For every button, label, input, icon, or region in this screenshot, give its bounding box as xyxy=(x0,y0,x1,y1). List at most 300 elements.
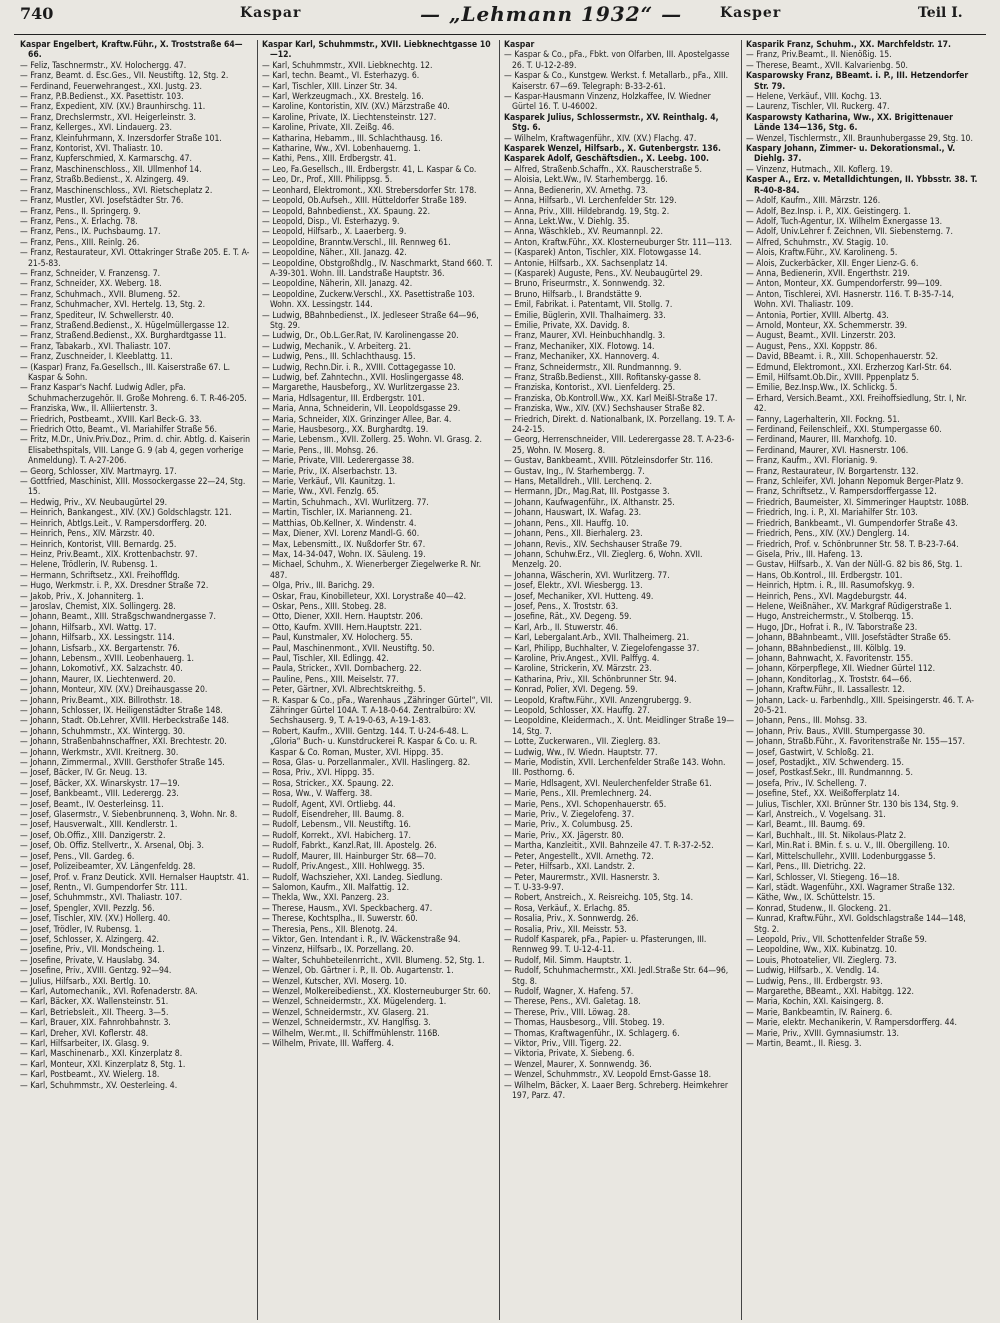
directory-entry: — Karl, Hilfsarbeiter, IX. Glasg. 9. xyxy=(20,1039,150,1049)
directory-entry: — Julius, Hilfsarb., XXI. Bertlg. 10. xyxy=(20,976,151,987)
directory-entry: — Josefine, Stef., XX. Weißofferplatz 14. xyxy=(746,789,900,800)
directory-entry: — Leopoldine, Ww., XIX. Kubinatzg. 10. xyxy=(746,945,898,956)
directory-entry: — Gottfried, Maschinist, XIII. Mossockergasse 22—24, Stg. 15. xyxy=(20,477,246,498)
directory-entry: — Franz, Schriftsetz., V. Rampersdorffergasse 12. xyxy=(746,487,937,498)
directory-entry: — Wilhelm, Private, III. Wafferg. 4. xyxy=(262,1039,394,1049)
directory-entry: — Martin, Beamt., II. Riesg. 3. xyxy=(746,1039,862,1049)
directory-entry: — Rosa, Ww., V. Wafferg. 38. xyxy=(262,789,373,800)
directory-entry: — Josefine, Priv., VII. Mondscheing. 1. xyxy=(20,945,165,956)
directory-entry: — Josef, Tischler, XIV. (XV.) Hollerg. 40. xyxy=(20,914,171,925)
directory-entry: — Therese, Kochtsplha., II. Suwerstr. 60. xyxy=(262,914,418,925)
directory-entry: — Karl, Tischler, XIII. Linzer Str. 34. xyxy=(262,81,398,92)
directory-entry: — Friedrich, Direkt. d. Nationalbank, IX. Porzellang. 19. T. A-24-2-15. xyxy=(504,414,736,436)
directory-entry: — Karl, Mittelschullehr., XVIII. Lodenburggasse 5. xyxy=(746,851,936,862)
directory-entry: — Wenzel, Molkereibedienst., XX. Klosterneuburger Str. 60. xyxy=(262,986,491,997)
directory-entry: — Josef, Bäcker, XX. Winarskystr. 17—19. xyxy=(20,778,180,789)
directory-entry: — Ludwig, Mechanik., V. Arbeiterg. 21. xyxy=(262,341,411,352)
directory-entry: — Maria, Hdlsagentur, III. Erdbergstr. 101. xyxy=(262,393,425,404)
directory-entry: — Franziska, Kontorist., XVI. Lienfelderg. 25. xyxy=(504,383,676,394)
directory-entry: — Käthe, Ww., IX. Schüttelstr. 15. xyxy=(746,893,876,904)
directory-entry: — Josef, Elektr., XVI. Wiesbergg. 13. xyxy=(504,581,643,592)
directory-entry: — Josef, Bäcker, IV. Gr. Neug. 13. xyxy=(20,768,148,779)
directory-entry: — Anna, Bedienerin, XV. Arnethg. 73. xyxy=(504,185,648,196)
directory-entry: — Emil, Hilfsamt.Ob.Dir., XVIII. Pppenplatz 5. xyxy=(746,373,919,383)
directory-entry: — Peter, Gärtner, XVI. Albrechtskreithg. 5. xyxy=(262,685,426,696)
directory-entry: — Margarethe, BBeamt., XXI. Habitgg. 122. xyxy=(746,986,915,997)
directory-entry: — Leopold, Hilfsarb., X. Laaerberg. 9. xyxy=(262,227,407,238)
directory-entry: — Heinrich, Kontorist, VIII. Bernardg. 25. xyxy=(20,539,177,550)
directory-entry: — Johann, Lack- u. Farbenhdlg., XIII. Speisingerstr. 46. T. A-20-5-21. xyxy=(746,695,975,716)
directory-entry: — Leopold, Kraftw.Führ., XVII. Anzengrubergg. 9. xyxy=(504,695,692,706)
directory-entry: — Johann, Lokomotivf., XX. Salzachstr. 40. xyxy=(20,664,183,675)
directory-entry: — Paul, Maschinenmont., XVII. Neustiftg. 50. xyxy=(262,643,435,654)
directory-entry: — Ludwig, Pens., III. Erdbergstr. 93. xyxy=(746,976,883,987)
directory-entry: — Rudolf, Korrekt., XVI. Habicherg. 17. xyxy=(262,830,411,841)
directory-entry: — Rosa, Glas- u. Porzellanmaler., XVII. Haslingerg. 82. xyxy=(262,758,471,769)
directory-entry: — Johann, Lisfsarb., XX. Bergartenstr. 76. xyxy=(20,643,180,654)
directory-entry: — Franz, Schleifer, XVI. Johann Nepomuk Berger-Platz 9. xyxy=(746,477,964,488)
directory-entry: — Franz, Mechaniker, XIX. Flotowg. 14. xyxy=(504,341,655,352)
directory-entry: — Johann, Schuhmmstr., XX. Wintergg. 30. xyxy=(20,726,186,737)
directory-entry: — Leo, Fa.Gesellsch., III. Erdbergstr. 41, L. Kaspar & Co. xyxy=(262,164,477,175)
directory-entry: — Anna, Hilfsarb., VI. Lerchenfelder Str. 129. xyxy=(504,196,677,207)
directory-entry: — Marie, Priv., IX. Alserbachstr. 13. xyxy=(262,466,398,477)
directory-entry: — Franz, Spediteur, IV. Schwellerstr. 40. xyxy=(20,310,174,321)
directory-entry: Kasparek Adolf, Geschäftsdien., X. Leebg. 100. xyxy=(504,154,709,165)
directory-entry: — Josef, Schlosser, X. Alzingerg. 42. xyxy=(20,934,160,945)
directory-entry: — Franz, Drechslermstr., XVI. Heigerleinstr. 3. xyxy=(20,112,196,123)
directory-entry: — Marie, Private, VIII. Lederergasse 38. xyxy=(262,456,415,467)
directory-entry: — Johann, Straßenbahnschaffner, XXI. Brechtestr. 20. xyxy=(20,737,227,748)
directory-entry: — Theresia, Pens., XII. Blenotg. 24. xyxy=(262,924,398,935)
directory-entry: — Franz, Kaufm., XVI. Florianig. 9. xyxy=(746,456,878,467)
directory-entry: — Franziska, Ww., XIV. (XV.) Sechshauser Straße 82. xyxy=(504,404,705,415)
directory-entry: Kaspar Engelbert, Kraftw.Führ., X. Troststraße 64—66. xyxy=(20,40,243,61)
directory-entry: — Thomas, Kraftwagenführ., IX. Schlagerg. 6. xyxy=(504,1028,680,1039)
directory-entry: — Franz, Kellerges., XVI. Lindauerg. 23. xyxy=(20,123,172,134)
directory-entry: — Jaroslav, Chemist, XIX. Sollingerg. 28. xyxy=(20,601,176,612)
directory-entry: — Franz, Schneider, V. Franzensg. 7. xyxy=(20,268,161,279)
directory-entry: — Johann, Stadt. Ob.Lehrer, XVIII. Herbeckstraße 148. xyxy=(20,716,229,727)
directory-entry: — Karl, Lebergalant.Arb., XVII. Thalheimerg. 21. xyxy=(504,633,690,644)
directory-entry: — Karl, techn. Beamt., VI. Esterhazyg. 6. xyxy=(262,71,420,82)
directory-entry: — Ferdinand, Maurer, XVI. Hasnerstr. 106. xyxy=(746,445,909,456)
directory-entry: — Marie, Priv., V. Ziegelofeng. 37. xyxy=(504,810,635,821)
directory-entry: — Viktor, Gen. Intendant i. R., IV. Wäckenstraße 94. xyxy=(262,934,461,945)
directory-entry: — Marie, Verkäuf., VII. Kaunitzg. 1. xyxy=(262,477,396,488)
directory-entry: — Adolf, Tuch-Agentur, IX. Wilhelm Exnergasse 13. xyxy=(746,216,943,227)
directory-entry: — Ludwig, Rechn.Dir. i. R., XVIII. Cottagegasse 10. xyxy=(262,362,456,373)
directory-entry: — Josef, Prof. v. Franz Deutick. XVII. Hernalser Hauptstr. 41. xyxy=(20,872,250,883)
directory-entry: — Josef, Spengler, XVII. Pezzlg. 56. xyxy=(20,903,155,914)
directory-entry: — Johann, Pens., XII. Bierhalerg. 23. xyxy=(504,529,643,540)
directory-entry: — Karl, Min.Rat i. BMin. f. s. u. V., III. Obergilleng. 10. xyxy=(746,841,950,852)
directory-entry: — Rudolf, Schuhmachermstr., XXI. Jedl.Straße Str. 64—96, Stg. 8. xyxy=(504,966,729,987)
directory-entry: — Karl, Monteur, XXI. Kinzerplatz 8, Stg. 1. xyxy=(20,1059,186,1070)
directory-entry: — Heinrich, Pens., XIV. Märzstr. 40. xyxy=(20,529,155,540)
directory-entry: — Marie, Modistin, XVII. Lerchenfelder Straße 143. Wohn. III. Posthorng. 6. xyxy=(504,758,726,779)
header-rule xyxy=(14,34,986,35)
directory-entry: — Karl, Brauer, XIX. Fahnrohbahnstr. 3. xyxy=(20,1018,171,1029)
directory-entry: — Karl, Anstreich., V. Vogelsang. 31. xyxy=(746,810,886,821)
directory-entry: — Edmund, Elektromont., XXI. Erzherzog Karl-Str. 64. xyxy=(746,362,952,373)
directory-entry: — Franz, Pens., II. Springerg. 9. xyxy=(20,206,141,217)
directory-entry: — Leopold, Ob.Aufseh., XIII. Hütteldorfer Straße 189. xyxy=(262,196,467,207)
directory-entry: — Leopoldine, Branntw.Verschl., III. Rennweg 61. xyxy=(262,237,451,248)
directory-entry: — Otto, Diener, XXII. Hern. Hauptstr. 206. xyxy=(262,612,424,623)
directory-entry: — Alfred, Schuhmstr., XV. Stagig. 10. xyxy=(746,237,889,248)
directory-entry: — Karl, städt. Wagenführ., XXI. Wagramer Straße 132. xyxy=(746,882,955,893)
directory-entry: — Laurenz, Tischler, VII. Ruckerg. 47. xyxy=(746,102,890,113)
directory-entry: — Karoline, Private, XII. Zeißg. 46. xyxy=(262,123,395,134)
directory-entry: — Franz, Zuschneider, I. Kleeblattg. 11. xyxy=(20,352,173,363)
directory-entry: — Marie, elektr. Mechanikerin, V. Rampersdorfferg. 44. xyxy=(746,1018,957,1029)
directory-entry: — Adolf, Univ.Lehrer f. Zeichnen, VII. Siebensterng. 7. xyxy=(746,227,953,238)
directory-entry: — Leo, Dr., Prof., XIII. Philippsg. 5. xyxy=(262,175,393,186)
directory-entry: — Johann, Revis., XIV. Sechshauser Straße 79. xyxy=(504,539,683,550)
directory-entry: — Marie, Priv., XX. Jägerstr. 80. xyxy=(504,830,624,841)
directory-entry: — Franz, Restaurateur, XVI. Ottakringer Straße 205. E. T. A-21-5-83. xyxy=(20,248,250,269)
directory-entry: — Hermann, JDr., Mag.Rat, III. Postgasse 3. xyxy=(504,487,670,498)
directory-entry: — Josefine, Priv., XVIII. Gentzg. 92—94. xyxy=(20,966,172,977)
directory-entry: — Martin, Tischler, IX. Marianneng. 21. xyxy=(262,508,413,519)
column-4 xyxy=(742,40,984,1320)
directory-entry: — Vinzenz, Hutmach., XII. Koflerg. 19. xyxy=(746,164,893,175)
directory-entry: — Helene, Weißnäher., XV. Markgraf Rüdigerstraße 1. xyxy=(746,601,952,612)
directory-entry: — Franz, Kontorist, XVI. Thaliastr. 10. xyxy=(20,144,163,155)
directory-entry: — Karl, Betriebsleit., XII. Theerg. 3—5. xyxy=(20,1007,169,1018)
directory-entry: — Leopold, Bahnbedienst., XX. Spaung. 22. xyxy=(262,206,431,217)
directory-entry: — Rosalia, Priv., XII. Meisstr. 53. xyxy=(504,924,627,935)
directory-entry: — Ferdinand, Feuerwehrangest., XXI. Justg. 23. xyxy=(20,81,202,92)
directory-entry: — Franz, Tabakarb., XVI. Thaliastr. 107. xyxy=(20,341,171,352)
directory-entry: — Rudolf Kasparek, pFa., Papier- u. Pfasterungen, III. Rennweg 99. T. U-12-4-11. xyxy=(504,934,707,956)
directory-entry: — Franz, Straßend.Bedienst., X. Hügelmüllergasse 12. xyxy=(20,320,230,331)
directory-entry: — Adolf, Bez.Insp. i. P., XIX. Geistingerg. 1. xyxy=(746,206,911,217)
directory-entry: — Michael, Schuhm., X. Wienerberger Ziegelwerke R. Nr. 487. xyxy=(262,560,482,581)
directory-entry: — Marie, Ww., XVI. Fenzlg. 65. xyxy=(262,487,379,498)
directory-entry: — Josef, Glasermstr., V. Siebenbrunnenq. 3, Wohn. Nr. 8. xyxy=(20,810,238,821)
directory-entry: — Johann, Kraftw.Führ., II. Lassallestr. 12. xyxy=(746,685,905,696)
directory-entry: — Johann, BBahnbeamt., VIII. Josefstädter Straße 65. xyxy=(746,633,951,644)
directory-entry: — Marie, Pens., III. Mohsg. 26. xyxy=(262,445,379,456)
directory-entry: — Rosa, Priv., XVI. Hippg. 35. xyxy=(262,768,375,779)
directory-entry: — Ludwig, Hilfsarb., X. Vendlg. 14. xyxy=(746,966,880,977)
directory-entry: — Margarethe, Hausbeforg., XV. Wurlitzergasse 23. xyxy=(262,383,460,394)
directory-entry: — Heinrich, Abtlgs.Leit., V. Rampersdorfferg. 20. xyxy=(20,518,207,529)
directory-entry: — Wilhelm, Wer.mt., II. Schiffmühlenstr. 116B. xyxy=(262,1028,440,1039)
directory-entry: — August, Pens., XXI. Koppstr. 86. xyxy=(746,341,878,352)
directory-entry: — Georg, Herrenschneider, VIII. Lederergasse 28. T. A-23-6-25, Wohn. IV. Moserg. 8. xyxy=(504,435,735,456)
directory-entry: — Karoline, Kontoristin, XIV. (XV.) Märzstraße 40. xyxy=(262,102,450,113)
directory-entry: — Oskar, Frau, Kinobilleteur, XXI. Lorystraße 40—42. xyxy=(262,591,467,602)
directory-entry: — Rudolf, Fabrkt., Kanzl.Rat, III. Apostelg. 26. xyxy=(262,841,437,852)
directory-entry: — Wilhelm, Bäcker, X. Laaer Berg. Schreberg. Heimkehrer 197, Parz. 47. xyxy=(504,1080,729,1102)
directory-entry: — Thekla, Ww., XXI. Panzerg. 23. xyxy=(262,893,390,904)
directory-entry: — Marie, Priv., X. Columbusg. 25. xyxy=(504,820,633,831)
directory-entry: — Johann, Lebensm., XVIII. Leobenhauerg. 1. xyxy=(20,653,195,664)
directory-entry: — Josef, Beamt., IV. Oesterleinsg. 11. xyxy=(20,799,164,810)
directory-entry: — Friedrich, Ing. i. P., XI. Mariahilfer Str. 103. xyxy=(746,508,918,519)
directory-entry: — (Kasparek) Auguste, Pens., XV. Neubaugürtel 29. xyxy=(504,268,703,279)
directory-entry: — Wenzel, Schneidermstr., XV. Hanglfisg. 3. xyxy=(262,1018,431,1029)
directory-entry: — Leopoldine, Näherin, XII. Janazg. 42. xyxy=(262,279,413,290)
directory-entry: — Josef, Mechaniker, XVI. Hutteng. 49. xyxy=(504,591,654,602)
directory-entry: — Franz, Straßb.Bedienst., X. Alzingerg. 49. xyxy=(20,175,189,186)
directory-entry: — Wilhelm, Kraftwagenführ., XIV. (XV.) Flachg. 47. xyxy=(504,133,697,144)
directory-entry: — R. Kaspar & Co., pFa., Warenhaus „Zähringer Gürtel“, VII. Zähringer Gürtel 104A. T. A-18-0-64. Zentralbüro: XV. Sechshauserg. 9, T. A-19-0-63, A-19-1-83. xyxy=(262,695,493,727)
directory-entry: — Johann, Maurer, IX. Liechtenwerd. 20. xyxy=(20,674,176,685)
directory-entry: — Pauline, Pens., XIII. Meiselstr. 77. xyxy=(262,674,399,685)
directory-entry: — Franz Kaspar's Nachf. Ludwig Adler, pFa. Schuhmacherzugehör. II. Große Mohreng. 6. T. R-46-205. xyxy=(20,383,247,404)
directory-entry: — Katharine, Ww., XVI. Lobenhauerng. 1. xyxy=(262,144,421,155)
directory-entry: — Feliz, Taschnermstr., XV. Holochergg. 47. xyxy=(20,60,187,71)
directory-entry: — Heinrich, Hptm. i. R., III. Rasumofskyg. 9. xyxy=(746,581,915,592)
directory-entry: — Karl, Schuhmmstr., XVII. Liebknechtg. 12. xyxy=(262,60,433,71)
directory-entry: — Josef, Ob.Offiz., XIII. Danzigerstr. 2. xyxy=(20,830,166,841)
directory-entry: — Heinrich, Bankangest., XIV. (XV.) Goldschlagstr. 121. xyxy=(20,508,232,519)
directory-entry: — Franz, Kleinfuhrmann, X. Inzersdorfer Straße 101. xyxy=(20,133,222,144)
directory-entry: — Anton, Monteur, XX. Gumpendorferstr. 99—109. xyxy=(746,279,943,290)
directory-entry: — Franziska, Ww., II. Alliiertenstr. 3. xyxy=(20,404,158,415)
part-label: Teil I. xyxy=(918,5,963,21)
directory-entry: — Leopold, Priv., VII. Schottenfelder Straße 59. xyxy=(746,934,927,945)
directory-entry: — Therese, Hausm., XVI. Speckbacherg. 47. xyxy=(262,903,433,914)
directory-entry: — Friedrich, Prof. v. Schönbrunner Str. 58. T. B-23-7-64. xyxy=(746,539,959,550)
directory-entry: — Emilie, Bez.Insp.Ww., IX. Schlickg. 5. xyxy=(746,383,898,394)
directory-entry: — Johann, Beamt., XIII. Straßgschwandnergasse 7. xyxy=(20,612,216,623)
directory-entry: — Bruno, Hilfsarb., I. Brandstätte 9. xyxy=(504,289,642,300)
directory-entry: — Georg, Schlosser, XIV. Martmayrg. 17. xyxy=(20,466,177,477)
directory-entry: — Martin, Schuhmach., XVI. Wurlitzerg. 77. xyxy=(262,497,429,508)
directory-entry: — Gustav, Hilfsarb., X. Van der Nüll-G. 82 bis 86, Stg. 1. xyxy=(746,560,963,571)
page-number: 740 xyxy=(20,4,54,23)
directory-entry: — Konrad, Studenw., II. Glockeng. 21. xyxy=(746,903,892,914)
directory-entry: — Paul, Tischler, XII. Edlingg. 42. xyxy=(262,653,389,664)
directory-entry: — Louis, Photoatelier, VII. Zieglerg. 73. xyxy=(746,955,897,966)
directory-entry: — Emil, Fabrikat. i. Patentamt, VII. Stollg. 7. xyxy=(504,300,673,311)
directory-entry: — Max, 14-34-047, Wohn. IX. Säuleng. 19. xyxy=(262,549,426,560)
directory-entry: — Johann, Pens., XII. Hauffg. 10. xyxy=(504,518,629,529)
directory-entry: — Karl, Dreher, XVI. Koflerstr. 48. xyxy=(20,1028,149,1039)
directory-entry: — Franz, Kupferschmied, X. Karmarschg. 47. xyxy=(20,154,192,165)
directory-entry: — Karl, Automechanik., XVI. Rofenaderstr. 8A. xyxy=(20,986,198,997)
directory-entry: — Anna, Wäschkleb., XV. Reumannpl. 22. xyxy=(504,227,663,238)
directory-entry: — Rudolf, Wagner, X. Hafeng. 57. xyxy=(504,986,634,997)
directory-entry: — Leonhard, Elektromont., XXI. Strebersdorfer Str. 178. xyxy=(262,185,477,196)
directory-entry: — Franz, Straßend.Bedienst., XX. Burghardtgasse 11. xyxy=(20,331,227,342)
directory-entry: — Alois, Kraftw.Führ., XV. Karolineng. 5. xyxy=(746,248,898,259)
directory-entry: — Rudolf, Wachszieher, XXI. Landeg. Siedlung. xyxy=(262,872,443,883)
directory-entry: — Kaspar & Co., pFa., Fbkt. von Olfarben, III. Apostelgasse 26. T. U-12-2-89. xyxy=(504,50,730,71)
directory-entry: — Rudolf, Agent, XVI. Ortliebg. 44. xyxy=(262,799,396,810)
directory-entry: — Helene, Trödlerin, IV. Rubensg. 1. xyxy=(20,560,158,571)
directory-entry: — Johann, Konditorlag., X. Troststr. 64—66. xyxy=(746,674,912,685)
directory-entry: — Karl, Postbeamt., XV. Wielerg. 18. xyxy=(20,1070,160,1081)
directory-entry: — Ferdinand, Feilenschleif., XXI. Stumpergasse 60. xyxy=(746,425,942,436)
directory-entry: — Franz, Schuhmach., XVII. Blumeng. 52. xyxy=(20,289,181,300)
directory-entry: — Franz, Schneidermstr., XII. Rundmannng. 9. xyxy=(504,362,682,373)
column-1 xyxy=(16,40,258,1320)
directory-entry: — Franz, Schuhmacher, XVI. Hertelg. 13, Stg. 2. xyxy=(20,300,206,311)
directory-entry: — Ludwig, Pens., III. Schlachthausg. 15. xyxy=(262,352,416,363)
directory-entry: — Johann, BBahnbedienst., III. Kölblg. 19. xyxy=(746,643,906,654)
directory-entry: — Salomon, Kaufm., XII. Malfattig. 12. xyxy=(262,882,410,893)
directory-entry: — Ludwig, BBahnbedienst., IX. Jedleseer Straße 64—96, Stg. 29. xyxy=(262,310,479,331)
directory-entry: — Franz, Mechaniker, XX. Hannoverg. 4. xyxy=(504,352,660,363)
directory-entry: — Heinrich, Pens., XVI. Magdeburgstr. 44. xyxy=(746,591,907,602)
directory-entry: — Josefa, Priv., IV. Schelleng. 7. xyxy=(746,778,867,789)
directory-entry: — Therese, Beamt., XVII. Kalvarienbg. 50. xyxy=(746,60,908,71)
directory-entry: — Kaspar & Co., Kunstgew. Werkst. f. Metallarb., pFa., XIII. Kaiserstr. 67—69. Telegraph: B-33-2-61. xyxy=(504,71,729,92)
directory-entry: — Franz, Straßb.Bedienst., XIII. Rofitansky-gasse 8. xyxy=(504,373,702,383)
directory-entry: — Hans, Metalldreh., VIII. Lerchenq. 2. xyxy=(504,477,652,488)
directory-entry: — Marie, Lebensm., XVII. Zollerg. 25. Wohn. VI. Grasg. 2. xyxy=(262,435,482,446)
directory-entry: Kaspar xyxy=(504,40,535,50)
directory-entry: — Leopoldine, Näher., XII. Janazg. 42. xyxy=(262,248,407,259)
directory-entry: — Leopoldine, Zuckerw.Verschl., XX. Pasettistraße 103. Wohn. XX. Lessingstr. 144. xyxy=(262,289,475,311)
directory-entry: — Peter, Hilfsarb., XXI. Landstr. 2. xyxy=(504,862,635,873)
directory-entry: — Karoline, Private, IX. Liechtensteinstr. 127. xyxy=(262,112,437,123)
directory-entry: — Josef, Gastwirt, V. Schloßg. 21. xyxy=(746,747,874,758)
directory-entry: — Johann, Straßb.Führ., X. Favoritenstraße Nr. 155—157. xyxy=(746,737,965,748)
directory-columns xyxy=(16,40,986,1320)
directory-entry: Kaspary Johann, Zimmer- u. Dekorationsmal., V. Diehlg. 37. xyxy=(746,144,956,165)
directory-entry: — Rudolf, Lebensm., VII. Neustiftg. 16. xyxy=(262,820,412,831)
directory-entry: — (Kasparek) Anton, Tischler, XIX. Flotowgasse 14. xyxy=(504,248,702,259)
directory-entry: — Emilie, Private, XX. Davidg. 8. xyxy=(504,320,630,331)
directory-entry: — Johann, Pens., III. Mohsg. 33. xyxy=(746,716,868,727)
directory-entry: — Johann, Hilfsarb., XX. Lessingstr. 114. xyxy=(20,633,175,644)
directory-entry: — Max, Lebensmitt., IX. Nußdorfer Str. 67. xyxy=(262,539,426,550)
directory-entry: — Lotte, Zuckerwaren., VII. Zieglerg. 83. xyxy=(504,737,661,748)
directory-entry: — David, BBeamt. i. R., XIII. Schopenhauerstr. 52. xyxy=(746,352,939,363)
directory-entry: — Wenzel, Schuhmmstr., XV. Leopold Ernst-Gasse 18. xyxy=(504,1070,712,1081)
directory-entry: — Paul, Kunstmaler, XV. Holocherg. 55. xyxy=(262,633,413,644)
directory-entry: — Josefine, Private, V. Hauslabg. 34. xyxy=(20,955,160,966)
directory-entry: — Robert, Kaufm., XVIII. Gentzg. 144. T. U-24-6-48. L. „Gloria“ Buch- u. Kunstdruckerei R. Kaspar & Co. u. R. Kaspar & Co. Roman, Muster, XVI. Hippg. 35. xyxy=(262,726,478,758)
directory-entry: — Martha, Kanzleitit., XVII. Bahnzeile 47. T. R-37-2-52. xyxy=(504,841,714,852)
directory-entry: — Rudolf, Mil. Simm. Hauptstr. 1. xyxy=(504,955,632,966)
directory-entry: — Max, Diener, XVI. Lorenz Mandl-G. 60. xyxy=(262,529,420,540)
directory-entry: — Peter, Maurermstr., XVII. Hasnerstr. 3. xyxy=(504,872,660,883)
directory-entry: — Alfred, Straßenb.Schaffn., XX. Rauscherstraße 5. xyxy=(504,164,702,175)
directory-entry: — Marie, Bankbeamtin, IV. Rainerg. 6. xyxy=(746,1007,893,1018)
directory-entry: Kasparek Wenzel, Hilfsarb., X. Gutenbergstr. 136. xyxy=(504,144,721,155)
directory-entry: — Johann, Hauswart, IX. Wafag. 23. xyxy=(504,508,642,519)
directory-entry: — Gustav, Ing., IV. Starhembergg. 7. xyxy=(504,466,645,477)
directory-entry: — Aloisia, Lekt.Ww., IV. Starhembergg. 16. xyxy=(504,175,668,186)
directory-entry: — Johann, Monteur, XIV. (XV.) Dreihausgasse 20. xyxy=(20,685,208,696)
directory-entry: — Rosa, Verkäuf., X. Erlachg. 85. xyxy=(504,903,630,914)
directory-entry: — Hans, Ob.Kontrol., III. Erdbergstr. 101. xyxy=(746,570,903,581)
directory-entry: — Erhard, Versich.Beamt., XXI. Freihoffsiedlung, Str. I, Nr. 42. xyxy=(746,393,967,415)
directory-entry: — Johann, Priv.Beamt., XIX. Billrothstr. 18. xyxy=(20,695,183,706)
directory-entry: — Friedrich, Baumeister, XI. Simmeringer Hauptstr. 108B. xyxy=(746,497,969,508)
directory-entry: — Ferdinand, Maurer, III. Marxhofg. 10. xyxy=(746,435,897,446)
directory-entry: — Johann, Hilfsarb., XVI. Wattg. 17. xyxy=(20,622,157,633)
directory-entry: — Walter, Schuhbeteilenrricht., XVII. Blumeng. 52, Stg. 1. xyxy=(262,955,485,966)
directory-entry: — Friedrich, Pens., XIV. (XV.) Denglerg. 14. xyxy=(746,529,910,540)
directory-entry: — Johann, Priv. Baus., XVIII. Stumpergasse 30. xyxy=(746,726,926,737)
directory-entry: — Fanny, Lagerhalterin, XII. Fockng. 51. xyxy=(746,414,900,425)
directory-entry: — Ludwig, Dr., Ob.L.Ger.Rat, IV. Karolinengasse 20. xyxy=(262,331,459,342)
header-left-keyword: Kaspar xyxy=(240,5,302,21)
directory-entry: — Leopold, Schlosser, XX. Hauffg. 27. xyxy=(504,706,650,716)
directory-entry: — Hermann, Schriftsetz., XXI. Freihoffldg. xyxy=(20,570,180,581)
directory-entry: — Marie, Hausbesorg., XX. Burghardtg. 19. xyxy=(262,425,429,436)
directory-entry: — Julius, Tischler, XXI. Brünner Str. 130 bis 134, Stg. 9. xyxy=(746,799,959,810)
directory-entry: — Otto, Kaufm. XVIII. Hern.Hauptstr. 221. xyxy=(262,622,422,633)
directory-entry: — Josef, Schuhmmstr., XVI. Thaliastr. 107. xyxy=(20,893,183,904)
directory-entry: Kasparowsty Katharina, Ww., XX. Brigittenauer Lände 134—136, Stg. 6. xyxy=(746,112,953,134)
directory-entry: — Josef, Postadjkt., XIV. Schwenderg. 15. xyxy=(746,758,904,769)
directory-entry: — Franz, Priv.Beamt., II. Nienößig. 15. xyxy=(746,50,892,61)
directory-entry: — Johann, Körperpflege, XII. Wiedner Gürtel 112. xyxy=(746,664,936,675)
directory-entry: — Franz, Maschinenschloss., XVI. Rietscheplatz 2. xyxy=(20,185,213,196)
directory-entry: — Konrad, Polier, XVI. Degeng. 59. xyxy=(504,685,638,696)
directory-entry: — Josef, Postkasf.Sekr., III. Rundmannng. 5. xyxy=(746,768,913,779)
directory-entry: — Wenzel, Maurer, X. Sonnwendg. 36. xyxy=(504,1059,652,1070)
directory-entry: — Friedrich Otto, Beamt., VI. Mariahilfer Straße 56. xyxy=(20,425,217,436)
directory-entry: — Alois, Zuckerbäcker, XII. Enger Lienz-G. 6. xyxy=(746,258,919,269)
column-2 xyxy=(258,40,500,1320)
directory-entry: — Karl, Schuhmmstr., XV. Oesterleing. 4. xyxy=(20,1080,178,1091)
directory-entry: — Rudolf, Priv.Angest., XIII. Hohlwegg. 35. xyxy=(262,862,425,873)
directory-entry: — Karl, Bäcker, XX. Wallensteinstr. 51. xyxy=(20,997,169,1008)
directory-entry: — Oskar, Pens., XIII. Stobeg. 28. xyxy=(262,601,387,612)
directory-entry: — Leopoldine, Obstgroßhdlg., IV. Naschmarkt, Stand 660. T. A-39-301. Wohn. III. Landstraße Hauptstr. 36. xyxy=(262,258,493,279)
directory-entry: — Franz, Restaurateur, IV. Borgartenstr. 132. xyxy=(746,466,919,477)
directory-entry: — Wenzel, Schneidermstr., XX. Mügelenderg. 1. xyxy=(262,997,447,1008)
directory-entry: — Anton, Tischlerei, XVI. Hasnerstr. 116. T. B-35-7-14, Wohn. XVI. Thaliastr. 109. xyxy=(746,289,954,311)
directory-entry: — Katharina, Priv., XII. Schönbrunner Str. 94. xyxy=(504,674,677,685)
directory-entry: — Rudolf, Maurer, III. Hainburger Str. 68—70. xyxy=(262,851,437,862)
directory-entry: — Ludwig, bef. Zahntechn., XVII. Hoslingergasse 48. xyxy=(262,373,464,383)
directory-entry: — Franz, Pens., XIII. Reinlg. 26. xyxy=(20,237,140,248)
directory-entry: — Josef, Rentn., VI. Gumpendorfer Str. 111. xyxy=(20,882,188,893)
directory-entry: — Karl, Arb., II. Stuwerstr. 46. xyxy=(504,622,619,633)
directory-entry: — Ludwig, Ww., IV. Wiedn. Hauptstr. 77. xyxy=(504,747,658,758)
directory-entry: — Hugo, JDr., Hofrat i. R., IV. Taborstraße 23. xyxy=(746,622,918,633)
directory-title: — „Lehmann 1932“ — xyxy=(420,2,683,26)
directory-entry: — Rosa, Stricker., XX. Spaung. 22. xyxy=(262,778,394,789)
directory-entry: — Kathi, Pens., XIII. Erdbergstr. 41. xyxy=(262,154,397,165)
directory-entry: — Franz, Beamt. d. Esc.Ges., VII. Neustiftg. 12, Stg. 2. xyxy=(20,71,229,82)
directory-entry: — Heinz, Priv.Beamt., XIX. Krottenbachstr. 97. xyxy=(20,549,198,560)
directory-entry: — Jakob, Priv., X. Johanniterg. 1. xyxy=(20,591,144,602)
directory-entry: Kasper A., Erz. v. Metalldichtungen, II. Ybbsstr. 38. T. R-40-8-84. xyxy=(746,175,978,196)
directory-entry: — Anna, Priv., XIII. Hildebrandg. 19, Stg. 2. xyxy=(504,206,670,217)
header-right-keyword: Kasper xyxy=(720,5,782,21)
directory-entry: — August, Beamt., XVII. Linzerstr. 203. xyxy=(746,331,896,342)
directory-entry: — Anna, Bedienerin, XVII. Engerthstr. 219. xyxy=(746,268,910,279)
directory-entry: — Emilie, Büglerin, XVII. Thalhaimerg. 33. xyxy=(504,310,666,321)
directory-entry: — Marie, Pens., XVI. Schopenhauerstr. 65. xyxy=(504,799,667,810)
directory-entry: — Viktoria, Private, X. Siebeng. 6. xyxy=(504,1049,635,1060)
directory-entry: — Franz, Schneider, XX. Weberg. 18. xyxy=(20,279,162,290)
directory-entry: — Marie, Priv., XVIII. Gymnasiumstr. 13. xyxy=(746,1028,900,1039)
directory-entry: — Franz, Maschinenschloss., XII. Ullmenhof 14. xyxy=(20,164,202,175)
directory-entry: — Peter, Angestellt., XVII. Arnethg. 72. xyxy=(504,851,654,862)
directory-entry: Kasparek Julius, Schlossermstr., XV. Reinthalg. 4, Stg. 6. xyxy=(504,112,719,134)
directory-entry: Kaspar Karl, Schuhmmstr., XVII. Liebknechtgasse 10—12. xyxy=(262,40,491,61)
directory-entry: — Wenzel, Schneidermstr., XV. Glaserg. 21. xyxy=(262,1007,429,1018)
directory-entry: — Kaspar-Hausmann Vinzenz, Holzkaffee, IV. Wiedner Gürtel 16. T. U-46002. xyxy=(504,92,711,113)
directory-entry: — Josef, Hausverwalt., XIII. Kendlerstr. 1. xyxy=(20,820,178,831)
directory-entry: — Gustav, Bankbeamt., XVIII. Pötzleinsdorfer Str. 116. xyxy=(504,456,713,467)
directory-entry: — Josef, Polizeibeamter, XV. Längenfeldg. 28. xyxy=(20,862,196,873)
